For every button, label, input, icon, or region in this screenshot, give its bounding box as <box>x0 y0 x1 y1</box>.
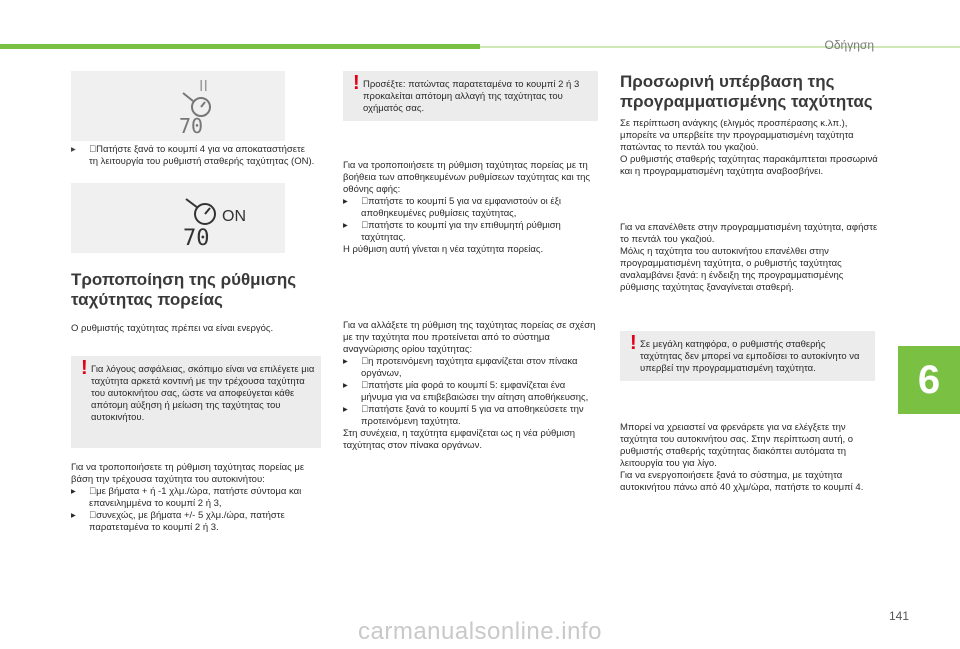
speedometer-on-display <box>71 183 285 253</box>
modify-paragraph: Για να τροποποιήσετε τη ρύθμιση ταχύτητας πορείας με βάση την τρέχουσα ταχύτητα του αυτοκινήτου: <box>71 462 305 485</box>
warning-icon: ! <box>353 72 360 94</box>
list-item: ▸ πατήστε ξανά το κουμπί 5 για να αποθηκεύσετε την προτεινόμενη ταχύτητα. <box>343 404 584 427</box>
heading-modify-speed: Τροποποίηση της ρύθμισης ταχύτητας πορείας <box>71 270 297 309</box>
braking-paragraph: Μπορεί να χρειαστεί να φρενάρετε για να ελέγξετε την ταχύτητα του αυτοκινήτου σας. Στην περίπτωση αυτή, ο ρυθμιστής σταθερής ταχύτητας διακόπτει αυτόματα τη λειτουργία του για λίγο. <box>620 422 854 469</box>
set-speed-value: 70 <box>179 114 204 138</box>
return-paragraph: Για να επανέλθετε στην προγραμματισμένη ταχύτητα, αφήστε το πεντάλ του γκαζιού. <box>620 222 878 245</box>
speedometer-on-icon <box>71 183 285 253</box>
header-accent-line <box>480 46 960 48</box>
limit-recognition-paragraph: Για να αλλάξετε τη ρύθμιση της ταχύτητας πορείας σε σχέση με την ταχύτητα που προτείνεται από το σύστημα αναγνώρισης ορίου ταχύτητας: <box>343 320 596 355</box>
speed-value: 70 <box>183 226 210 251</box>
override-paragraph-2: Ο ρυθμιστής σταθερής ταχύτητας παρακάμπτεται προσωρινά και η προγραμματισμένη ταχύτητα αναβοσβήνει. <box>620 154 878 177</box>
list-item: ▸ πατήστε το κουμπί 5 για να εμφανιστούν οι έξι αποθηκευμένες ρυθμίσεις ταχύτητας, <box>343 196 561 219</box>
list-item: ▸ συνεχώς, με βήματα +/- 5 χλμ./ώρα, πατήστε παρατεταμένα το κουμπί 2 ή 3. <box>71 510 285 533</box>
stored-speed-result: Η ρύθμιση αυτή γίνεται η νέα ταχύτητα πορείας. <box>343 244 544 255</box>
downhill-warning-box: ! Σε μεγάλη κατηφόρα, ο ρυθμιστής σταθερής ταχύτητας δεν μπορεί να εμποδίσει το αυτοκίνητο να υπερβεί την προγραμματισμένη ταχύτητα. <box>620 331 875 381</box>
speedometer-paused-display <box>71 71 285 141</box>
list-item: ▸ πατήστε το κουμπί για την επιθυμητή ρύθμιση ταχύτητας. <box>343 220 561 243</box>
warning-icon: ! <box>630 332 637 354</box>
return-paragraph-2: Μόλις η ταχύτητα του αυτοκινήτου επανέλθει στην προγραμματισμένη ταχύτητα, ο ρυθμιστής ταχύτητας αναλαμβάνει ξανά: η ένδειξη της προγραμματισμένης ρύθμισης ταχύτητας ξαναγίνεται σταθερή. <box>620 246 844 293</box>
pause-indicator: II <box>199 78 208 95</box>
on-label: ON <box>222 208 246 225</box>
reactivate-paragraph: Για να ενεργοποιήσετε ξανά το σύστημα, με ταχύτητα αυτοκινήτου πάνω από 40 χλμ/ώρα, πατήστε το κουμπί 4. <box>620 470 864 493</box>
page-number: 141 <box>889 609 910 623</box>
bullet-resume: ▸ Πατήστε ξανά το κουμπί 4 για να αποκαταστήσετε τη λειτουργία του ρυθμιστή σταθερής ταχύτητας (ON). <box>71 144 315 167</box>
chapter-tab: 6 <box>898 346 960 414</box>
safety-warning-box: ! Για λόγους ασφάλειας, σκόπιμο είναι να επιλέγετε μια ταχύτητα αρκετά κοντινή με την τρέχουσα ταχύτητα του αυτοκινήτου σας, ώστε να αποφεύγεται κάθε απότομη αύξηση ή μείωση της ταχύτητας του αυτοκινήτου. <box>71 356 321 448</box>
list-item: ▸ πατήστε μία φορά το κουμπί 5: εμφανίζεται ένα μήνυμα για να επιβεβαιώσει την αίτηση αποθήκευσης, <box>343 380 589 403</box>
list-item: ▸ η προτεινόμενη ταχύτητα εμφανίζεται στον πίνακα οργάνων, <box>343 356 578 379</box>
heading-temporary-override: Προσωρινή υπέρβαση της προγραμματισμένης ταχύτητας <box>620 72 873 111</box>
header-accent-bar <box>0 44 480 49</box>
override-paragraph: Σε περίπτωση ανάγκης (ελιγμός προσπέρασης κ.λπ.), μπορείτε να υπερβείτε την προγραμματισμένη ταχύτητα πατώντας το πεντάλ του γκαζιού. <box>620 118 854 153</box>
list-item: ▸ με βήματα + ή -1 χλμ./ώρα, πατήστε σύντομα και επανειλημμένα το κουμπί 2 ή 3, <box>71 486 302 509</box>
watermark: carmanualsonline.info <box>358 618 602 645</box>
limit-recognition-result: Στη συνέχεια, η ταχύτητα εμφανίζεται ως η νέα ρύθμιση ταχύτητας στον πίνακα οργάνων. <box>343 428 576 451</box>
warning-icon: ! <box>81 357 88 379</box>
intro-text: Ο ρυθμιστής ταχύτητας πρέπει να είναι ενεργός. <box>71 323 274 334</box>
abrupt-change-warning: ! Προσέξτε: πατώντας παρατεταμένα το κουμπί 2 ή 3 προκαλείται απότομη αλλαγή της ταχύτητας του οχήματός σας. <box>343 71 598 121</box>
section-title: Οδήγηση <box>824 38 874 52</box>
speedometer-icon <box>71 71 285 141</box>
stored-speed-paragraph: Για να τροποποιήσετε τη ρύθμιση ταχύτητας πορείας με τη βοήθεια των αποθηκευμένων ρυθμίσεων ταχύτητας και της οθόνης αφής: <box>343 160 590 195</box>
